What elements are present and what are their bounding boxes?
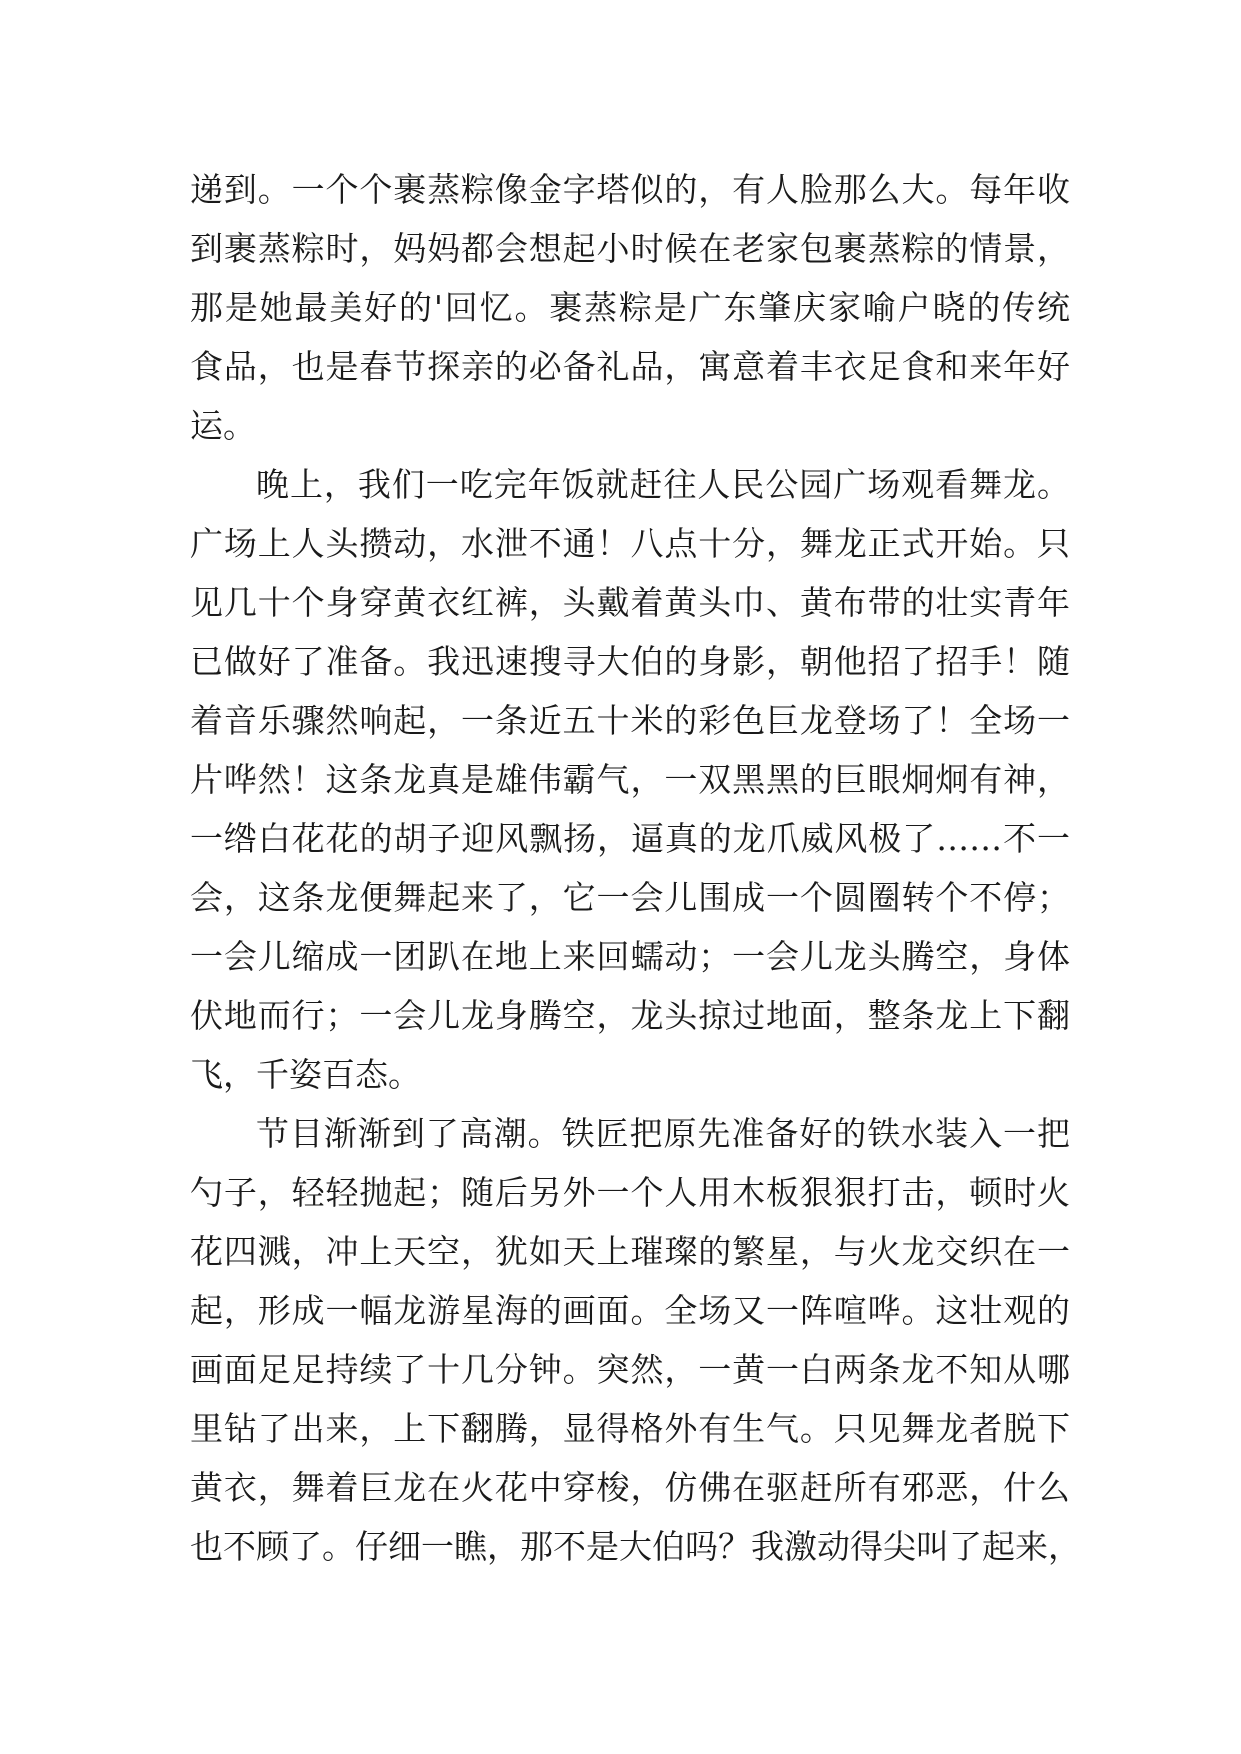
text-line: 花四溅，冲上天空，犹如天上璀璨的繁星，与火龙交织在一 [190,1232,1070,1271]
text-line: 起，形成一幅龙游星海的画面。全场又一阵喧哗。这壮观的 [190,1291,1070,1330]
paragraph-3 [190,1104,1081,1576]
text-line: 晚上，我们一吃完年饭就赶往人民公园广场观看舞龙。 [256,465,1070,504]
text-line: 递到。一个个裹蒸粽像金字塔似的，有人脸那么大。每年收 [190,170,1070,209]
text-line: 见几十个身穿黄衣红裤，头戴着黄头巾、黄布带的壮实青年 [190,583,1070,622]
text-line: 已做好了准备。我迅速搜寻大伯的身影，朝他招了招手！随 [190,642,1070,681]
text-line: 片哗然！这条龙真是雄伟霸气，一双黑黑的巨眼炯炯有神， [190,760,1070,799]
text-line: 一绺白花花的胡子迎风飘扬，逼真的龙爪威风极了……不一 [190,819,1070,858]
text-line: 节目渐渐到了高潮。铁匠把原先准备好的铁水装入一把 [256,1114,1070,1153]
paragraph-1 [190,160,1070,455]
text-line: 广场上人头攒动，水泄不通！八点十分，舞龙正式开始。只 [190,524,1070,563]
text-line: 会，这条龙便舞起来了，它一会儿围成一个圆圈转个不停； [190,878,1070,917]
text-line: 里钻了出来，上下翻腾，显得格外有生气。只见舞龙者脱下 [190,1409,1070,1448]
document-body [190,160,1081,1576]
text-line: 画面足足持续了十几分钟。突然，一黄一白两条龙不知从哪 [190,1350,1070,1389]
text-line: 伏地而行；一会儿龙身腾空，龙头掠过地面，整条龙上下翻 [190,996,1070,1035]
text-line: 也不顾了。仔细一瞧，那不是大伯吗？我激动得尖叫了起来， [190,1527,1081,1566]
paragraph-2 [190,455,1070,1104]
text-line: 勺子，轻轻抛起；随后另外一个人用木板狠狠打击，顿时火 [190,1173,1070,1212]
text-line: 到裹蒸粽时，妈妈都会想起小时候在老家包裹蒸粽的情景， [190,229,1070,268]
text-line: 飞，千姿百态。 [190,1055,421,1094]
text-line: 黄衣，舞着巨龙在火花中穿梭，仿佛在驱赶所有邪恶，什么 [190,1468,1070,1507]
text-line: 着音乐骤然响起，一条近五十米的彩色巨龙登场了！全场一 [190,701,1070,740]
text-line: 食品，也是春节探亲的必备礼品，寓意着丰衣足食和来年好 [190,347,1070,386]
text-line: 运。 [190,406,256,445]
text-line: 一会儿缩成一团趴在地上来回蠕动；一会儿龙头腾空，身体 [190,937,1070,976]
text-line: 那是她最美好的'回忆。裹蒸粽是广东肇庆家喻户晓的传统 [190,288,1070,327]
